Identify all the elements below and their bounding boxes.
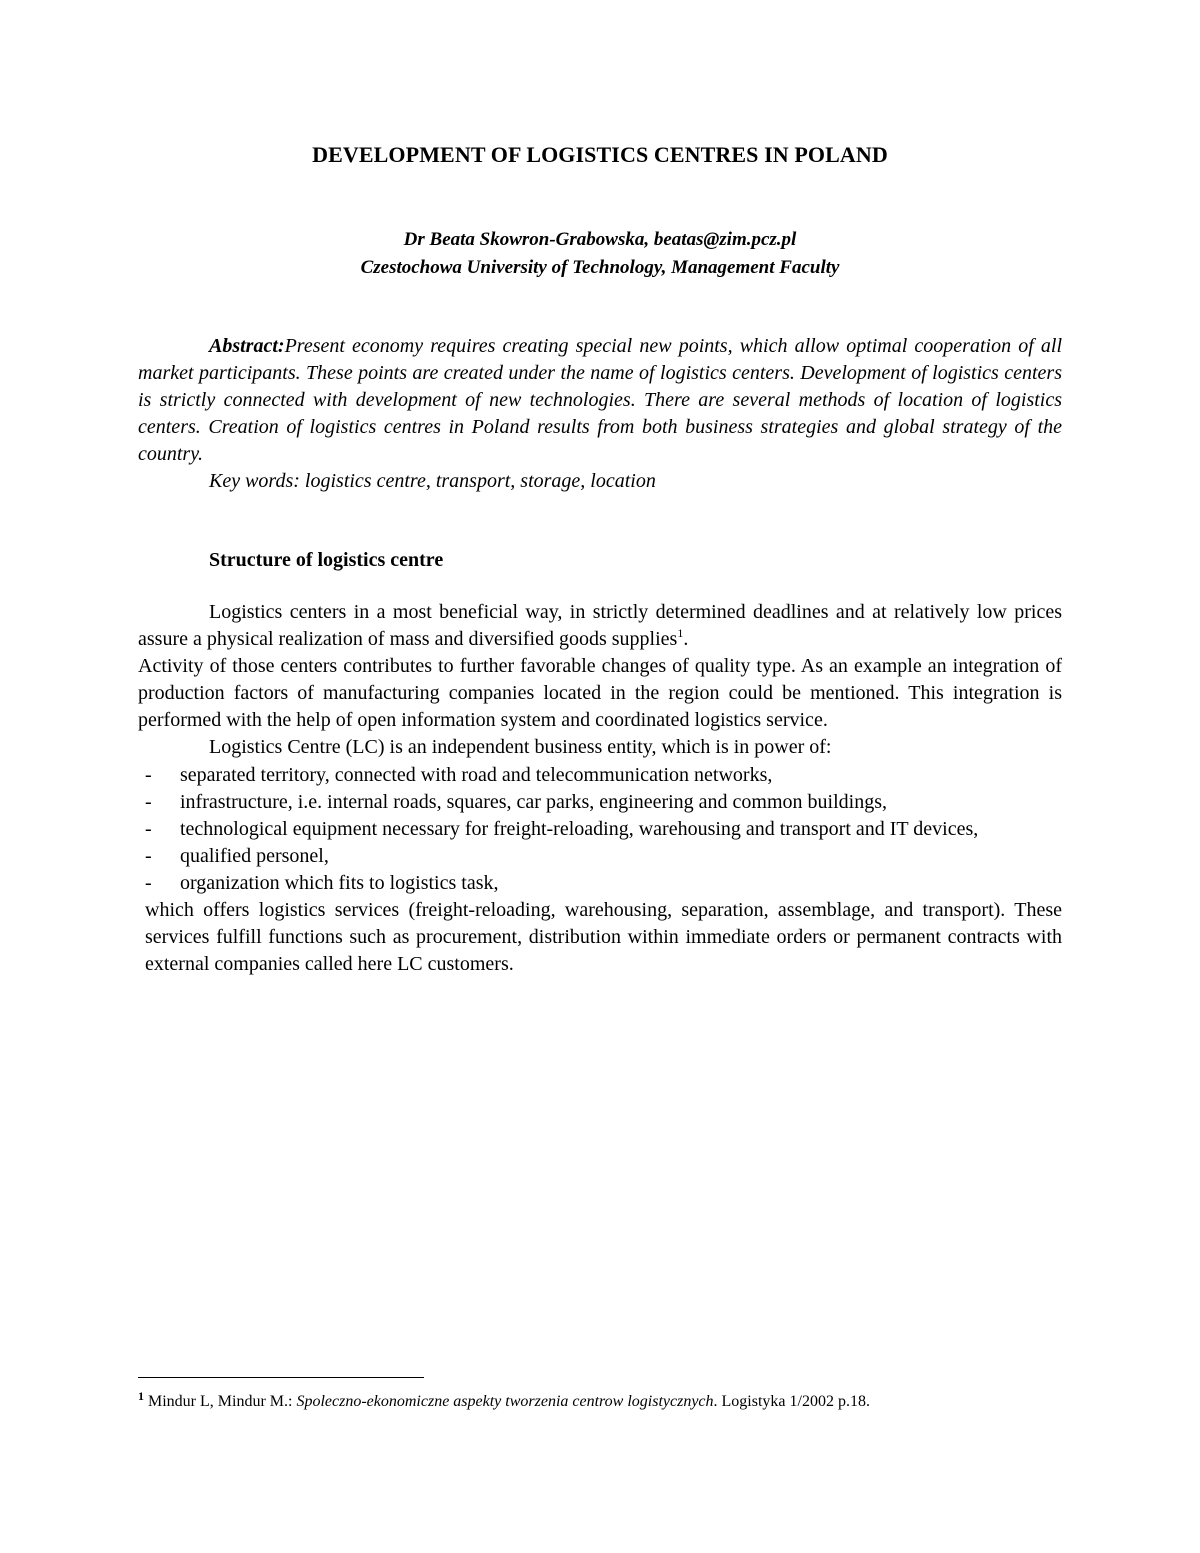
author-name-email: Dr Beata Skowron-Grabowska, beatas@zim.pcz.pl (403, 229, 797, 250)
capabilities-list (138, 762, 1062, 897)
paragraph-3: Logistics Centre (LC) is an independent business entity, which is in power of: (209, 736, 832, 759)
footnote-separator (138, 1377, 424, 1378)
abstract-text: Present economy requires creating special new points, which allow optimal cooperation of all market participants. These points are created under the name of logistics centers. Development of logistics centers is strictly connected with development of new technologies. There are several methods of location of logistics centers. Creation of logistics centres in Poland results from both business strategies and global strategy of the country. (138, 335, 1062, 466)
list-dash: - (145, 763, 152, 786)
section-body (138, 599, 1062, 978)
footnote-number: 1 (138, 1389, 144, 1403)
author-affiliation: Czestochowa University of Technology, Management Faculty (360, 257, 840, 278)
list-item (138, 870, 1062, 897)
list-item (138, 843, 1062, 870)
list-dash: - (145, 817, 152, 840)
list-item (138, 789, 1062, 816)
footnote-source: . Logistyka 1/2002 p.18. (713, 1393, 870, 1410)
list-dash: - (145, 844, 152, 867)
list-item-text: organization which fits to logistics task, (180, 871, 499, 894)
list-dash: - (145, 871, 152, 894)
paragraph-1-text: Logistics centers in a most beneficial way, in strictly determined deadlines and at relatively low prices assure a physical realization of mass and diversified goods supplies (138, 601, 1062, 651)
list-item-text: infrastructure, i.e. internal roads, squares, car parks, engineering and common buildings, (180, 790, 888, 813)
abstract-paragraph (138, 333, 1062, 468)
paragraph-1 (138, 599, 1062, 653)
abstract-label: Abstract: (209, 335, 285, 357)
list-item-text: separated territory, connected with road and telecommunication networks, (180, 763, 773, 786)
paper-title: DEVELOPMENT OF LOGISTICS CENTRES IN POLAND (312, 142, 888, 167)
footnote-reference: 1 (677, 626, 684, 641)
list-dash: - (145, 790, 152, 813)
section-heading: Structure of logistics centre (209, 549, 444, 571)
list-item-text: technological equipment necessary for freight-reloading, warehousing and transport and IT devices, (180, 817, 979, 840)
list-item-text: qualified personel, (180, 844, 329, 867)
footnote (138, 1390, 870, 1414)
list-item (138, 762, 1062, 789)
paragraph-4: which offers logistics services (freight-reloading, warehousing, separation, assemblage, and transport). These services fulfill functions such as procurement, distribution within immediate orders or permanent contracts with external companies called here LC customers. (145, 899, 1062, 976)
footnote-work-title: Spoleczno-ekonomiczne aspekty tworzenia centrow logistycznych (296, 1393, 714, 1410)
footnote-authors: Mindur L, Mindur M.: (144, 1393, 297, 1410)
keywords-line: Key words: logistics centre, transport, storage, location (209, 470, 656, 492)
list-item (138, 816, 1062, 843)
paragraph-1-end: . (683, 628, 689, 651)
author-block (0, 226, 1200, 282)
paragraph-2: Activity of those centers contributes to further favorable changes of quality type. As an example an integration of production factors of manufacturing companies located in the region could be mentioned. This integration is performed with the help of open information system and coordinated logistics service. (138, 655, 1062, 732)
